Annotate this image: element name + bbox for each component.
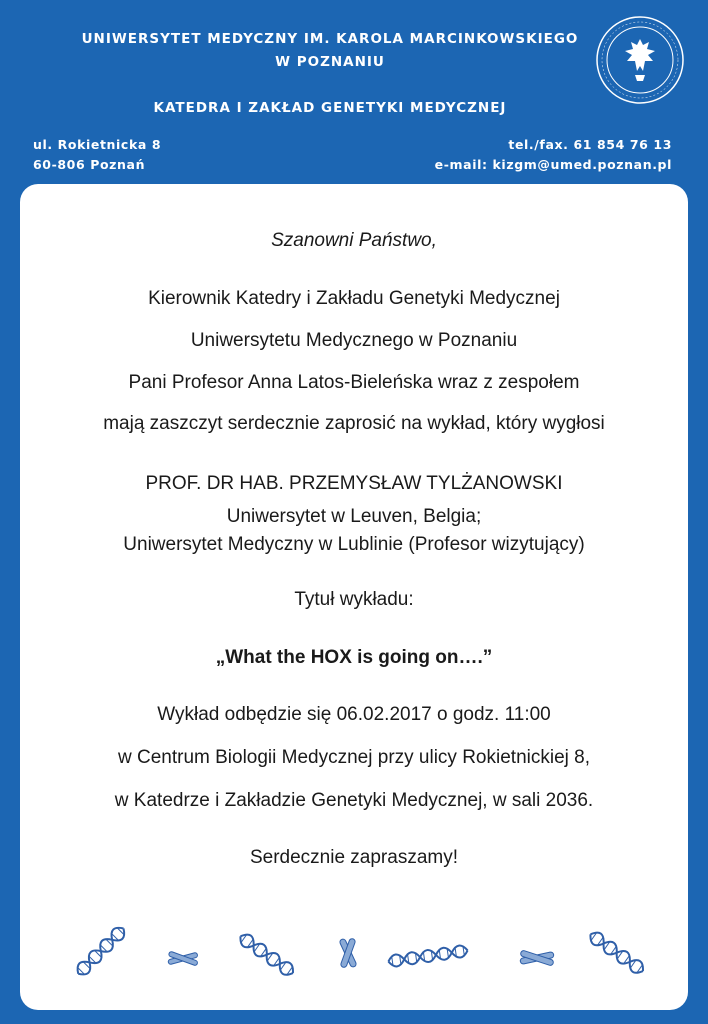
speaker-affiliation-2: Uniwersytet Medyczny w Lublinie (Profesor wizytujący)	[123, 534, 585, 555]
speaker-affiliation-1: Uniwersytet w Leuven, Belgia;	[226, 506, 482, 527]
chromosome-icon	[518, 944, 556, 972]
invitation-card	[20, 184, 688, 1010]
greeting: Szanowni Państwo,	[271, 230, 437, 251]
intro-line-4: mają zaszczyt serdecznie zaprosić na wykład, który wygłosi	[103, 413, 605, 434]
intro-line-3: Pani Profesor Anna Latos-Bieleńska wraz z zespołem	[128, 372, 580, 393]
closing-line: Serdecznie zapraszamy!	[249, 847, 459, 868]
university-name-line1: UNIWERSYTET MEDYCZNY IM. KAROLA MARCINKOWSKIEGO	[81, 31, 579, 47]
university-name-line2: W POZNANIU	[275, 54, 385, 70]
phone-fax: tel./fax. 61 854 76 13	[508, 137, 672, 152]
address-city: 60-806 Poznań	[33, 157, 146, 172]
dna-helix-icon	[68, 914, 138, 984]
chromosome-icon	[166, 946, 200, 972]
dna-helix-icon	[230, 922, 310, 992]
university-seal-icon	[595, 15, 685, 105]
intro-line-1: Kierownik Katedry i Zakładu Genetyki Medycznej	[148, 288, 560, 309]
letterhead	[0, 0, 708, 190]
chromosome-icon	[334, 936, 362, 970]
address-street: ul. Rokietnicka 8	[33, 137, 162, 152]
dna-helix-icon	[386, 936, 470, 976]
lecture-place-2: w Katedrze i Zakładzie Genetyki Medycznej, w sali 2036.	[114, 790, 594, 811]
department-name: KATEDRA I ZAKŁAD GENETYKI MEDYCZNEJ	[153, 100, 507, 116]
lecture-place-1: w Centrum Biologii Medycznej przy ulicy Rokietnickiej 8,	[117, 747, 590, 768]
speaker-name: PROF. DR HAB. PRZEMYSŁAW TYLŻANOWSKI	[145, 473, 563, 494]
dna-helix-icon	[580, 920, 660, 990]
lecture-title-label: Tytuł wykładu:	[294, 589, 414, 610]
lecture-title: „What the HOX is going on….”	[215, 647, 493, 668]
lecture-date: Wykład odbędzie się 06.02.2017 o godz. 11:00	[157, 704, 551, 725]
email-address: e-mail: kizgm@umed.poznan.pl	[434, 157, 672, 172]
intro-line-2: Uniwersytetu Medycznego w Poznaniu	[190, 330, 518, 351]
